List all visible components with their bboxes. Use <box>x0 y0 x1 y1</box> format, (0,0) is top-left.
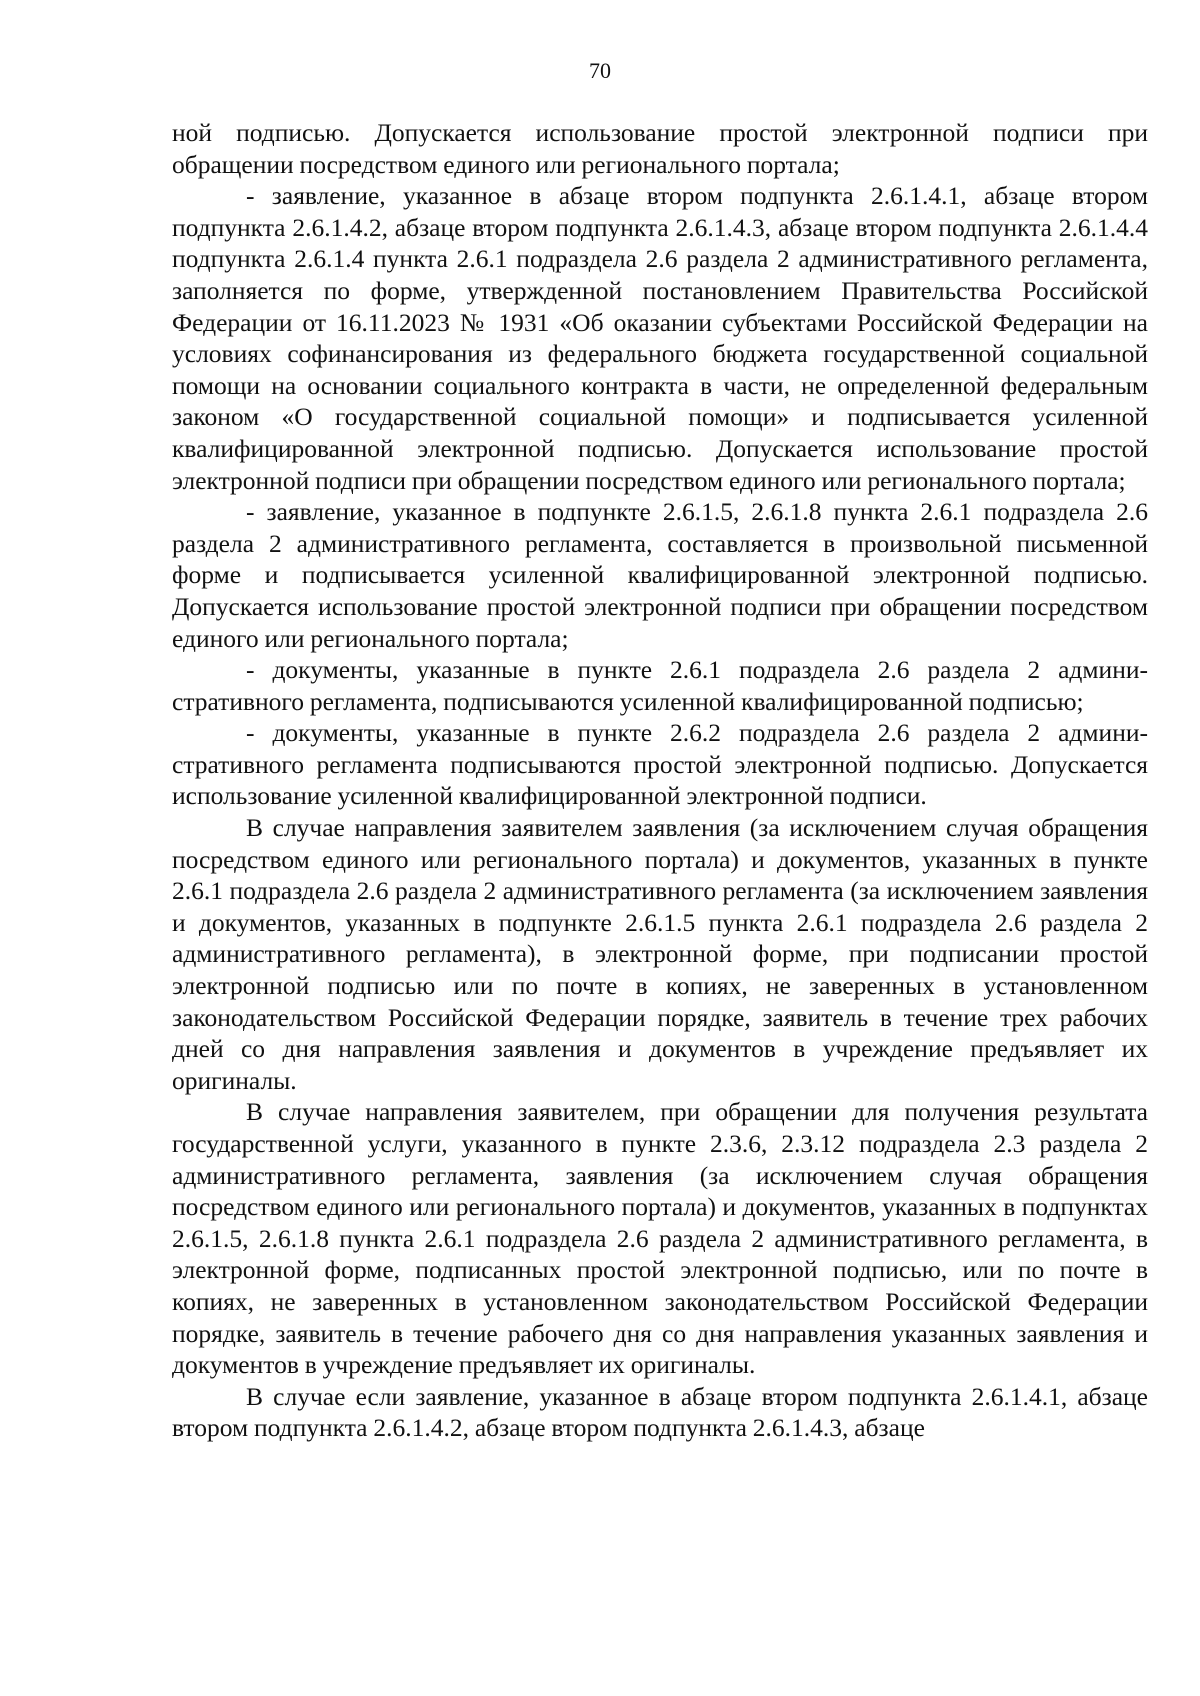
paragraph: - заявление, указанное в абзаце втором подпункта 2.6.1.4.1, абзаце втором подпункта 2.6.1.4.2, абзаце втором подпункта 2.6.1.4.3, абзаце втором подпункта 2.6.1.4.4 подпункта 2.6.1.4 пункта 2.6.1 подраздела 2.6 раздела 2 административного регламента, заполняется по форме, утвержденной постановлением Правительства Российской Федерации от 16.11.2023 № 1931 «Об оказании субъектами Российской Федерации на условиях софинансирования из федерального бюджета государственной социальной помощи на основании социального контракта в части, не определенной федеральным законом «О государственной социальной помощи» и подписывается усиленной квалифицированной электронной подписью. Допускается использование простой электронной подписи при обращении посредством единого или регионального портала; <box>172 181 1148 495</box>
paragraph: В случае направления заявителем, при обращении для получения результата государственной услуги, указанного в пункте 2.3.6, 2.3.12 подраздела 2.3 раздела 2 административного регламента, заявления (за исключением случая обращения посредством единого или регионального портала) и документов, указанных в подпунктах 2.6.1.5, 2.6.1.8 пункта 2.6.1 подраздела 2.6 раздела 2 административного регламента, в электронной форме, подписанных простой электронной подписью, или по почте в копиях, не заверенных в установленном законодательством Российской Федерации порядке, заявитель в течение рабочего дня со дня направления указанных заявления и документов в учреждение предъявляет их оригиналы. <box>172 1097 1148 1380</box>
paragraph: - заявление, указанное в подпункте 2.6.1.5, 2.6.1.8 пункта 2.6.1 подраздела 2.6 раздела 2 административного регламента, составляется в произвольной письменной форме и подписывается усиленной квалифицированной электронной подписью. Допускается использование простой электронной подписи при обращении посредством единого или регионального портала; <box>172 497 1148 653</box>
paragraph: В случае направления заявителем заявления (за исключением случая обращения посредством единого или регионального портала) и документов, указанных в пункте 2.6.1 подраздела 2.6 раздела 2 административного регламента (за исключением заявления и документов, указанных в подпункте 2.6.1.5 пункта 2.6.1 подраздела 2.6 раздела 2 административного регламента), в электронной форме, при подписании простой электронной подписью или по почте в копиях, не заверенных в установленном законодательством Российской Федерации порядке, заявитель в течение трех рабочих дней со дня направления заявления и документов в учреждение предъявляет их оригиналы. <box>172 813 1148 1095</box>
paragraph: - документы, указанные в пункте 2.6.1 подраздела 2.6 раздела 2 административного регламента, подписываются усиленной квалифицированной подписью; <box>172 655 1148 716</box>
document-body <box>172 117 1148 1444</box>
paragraph: - документы, указанные в пункте 2.6.2 подраздела 2.6 раздела 2 административного регламента подписываются простой электронной подписью. Допускается использование усиленной квалифицированной электронной подписи. <box>172 718 1148 811</box>
paragraph: ной подписью. Допускается использование простой электронной подписи при обращении посредством единого или регионального портала; <box>172 118 1148 179</box>
paragraph: В случае если заявление, указанное в абзаце втором подпункта 2.6.1.4.1, абзаце втором подпункта 2.6.1.4.2, абзаце втором подпункта 2.6.1.4.3, абзаце <box>172 1381 1148 1443</box>
page-number: 70 <box>589 58 611 83</box>
